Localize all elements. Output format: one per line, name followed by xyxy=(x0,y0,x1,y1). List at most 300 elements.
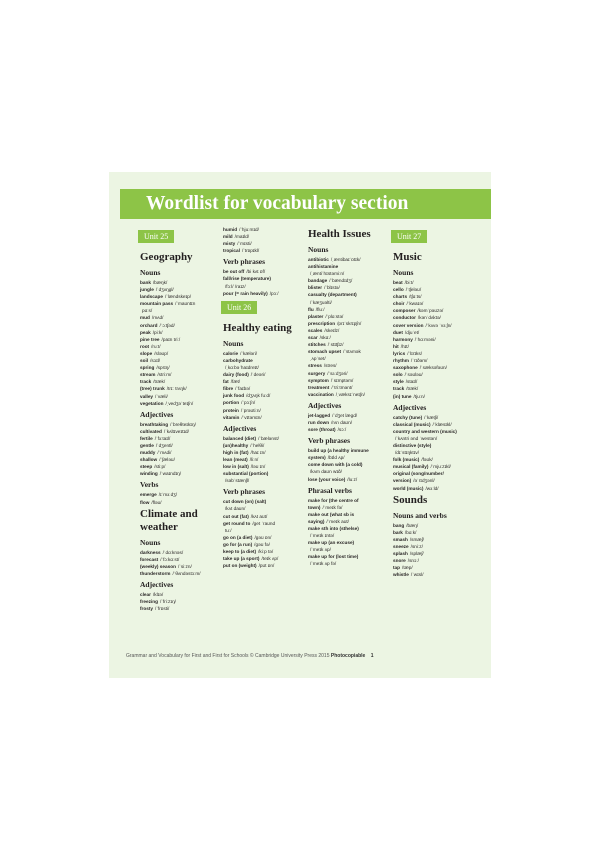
word-entry xyxy=(393,485,475,492)
footer-credit: Grammar and Vocabulary for First and First for Schools © Cambridge University Press 2015 xyxy=(126,653,330,659)
word-entry xyxy=(308,313,390,320)
word-entry xyxy=(140,470,222,477)
word-entry xyxy=(308,320,390,327)
word: gentle xyxy=(140,442,154,448)
phonetic: /rʌn daʊn/ xyxy=(331,419,352,425)
group-heading: Verbs xyxy=(140,480,159,490)
word-entry xyxy=(223,392,305,399)
word: splash xyxy=(393,551,408,556)
word-entry xyxy=(140,343,222,350)
section-heading: Sounds xyxy=(393,493,428,506)
word: conductor xyxy=(393,315,416,321)
word-entry xyxy=(223,541,305,548)
word-entry xyxy=(140,314,222,321)
word-entry xyxy=(223,505,305,512)
phonetic: /ˈmeɪk ʌp/ xyxy=(310,547,331,553)
phonetic: /bæŋ/ xyxy=(406,522,419,528)
phonetic: /ˈstʌmək xyxy=(343,349,361,355)
word: stress xyxy=(308,363,322,369)
word: treatment xyxy=(308,384,330,390)
word-entry xyxy=(393,279,475,286)
word-entry xyxy=(393,414,475,421)
word: get round to xyxy=(223,520,251,526)
phonetic: /skeɪlz/ xyxy=(324,327,340,333)
word: dairy (food) xyxy=(223,372,249,378)
phonetic: /ˈɔːtʃəd/ xyxy=(159,322,175,328)
word-entry xyxy=(393,322,475,329)
word-entry xyxy=(308,560,390,567)
column-3 xyxy=(308,226,390,568)
group-heading: Nouns xyxy=(308,245,329,254)
word-entry xyxy=(308,291,390,298)
word-entry xyxy=(223,240,305,247)
word-entry xyxy=(308,277,390,284)
word-entry xyxy=(223,527,305,534)
word: stitches xyxy=(308,342,326,348)
word: (weekly) season xyxy=(140,563,176,569)
word-entry xyxy=(140,491,222,498)
word: scales xyxy=(308,327,323,333)
word-entry xyxy=(223,435,305,442)
word: steep xyxy=(140,464,153,470)
word: harmony xyxy=(393,336,413,342)
word-list xyxy=(140,591,222,612)
word-entry xyxy=(223,268,305,275)
phonetic: /tæp/ xyxy=(402,565,413,571)
word: town) xyxy=(308,504,321,510)
word-entry xyxy=(308,384,390,391)
word: make sth into (sthelse) xyxy=(308,526,359,531)
phonetic: /ˈrɪðəm/ xyxy=(410,358,428,364)
group-heading: Verb phrases xyxy=(308,436,351,446)
word: humid xyxy=(223,227,238,232)
word-entry xyxy=(393,442,475,449)
word-entry xyxy=(393,557,475,564)
word: spring xyxy=(140,365,155,371)
word: go for (a run) xyxy=(223,541,253,547)
word-list xyxy=(308,412,390,433)
phonetic: /splæʃ/ xyxy=(409,551,424,556)
page-title: Wordlist for vocabulary section xyxy=(146,193,409,214)
word-entry xyxy=(223,371,305,378)
section-heading: Music xyxy=(393,251,422,263)
column-1 xyxy=(140,226,222,612)
word-entry xyxy=(308,412,390,419)
section-heading: Climate and weather xyxy=(140,507,198,533)
phonetic: /piːk/ xyxy=(152,329,163,335)
word: whistle xyxy=(393,572,409,578)
word: original (song/number/ xyxy=(393,471,444,477)
phonetic: /kʌt daʊn/ xyxy=(225,506,246,512)
phonetic: /gəʊ ɒn/ xyxy=(254,534,272,540)
word: classical (music) xyxy=(393,421,431,427)
column-4 xyxy=(393,226,475,578)
word: keep to (a diet) xyxy=(223,549,257,554)
word-entry xyxy=(140,293,222,300)
group-heading: Nouns xyxy=(140,537,161,547)
word: jet-lagged xyxy=(308,412,331,418)
word: world (music) xyxy=(393,485,424,491)
group-heading: Adjectives xyxy=(140,580,174,589)
word-entry xyxy=(223,247,305,254)
phonetic: /ˌvæksɪˈneɪʃn/ xyxy=(335,391,365,397)
phonetic: /ˈfaɪbə/ xyxy=(235,386,251,392)
word-list xyxy=(308,497,390,568)
word-entry xyxy=(140,371,222,378)
word-entry xyxy=(140,322,222,329)
phonetic: /ˈhelθi/ xyxy=(250,442,265,448)
unit-badge: Unit 25 xyxy=(138,230,174,243)
group-heading: Adjectives xyxy=(308,400,342,410)
word: (in) tune xyxy=(393,393,412,399)
word-entry xyxy=(308,419,390,426)
word-entry xyxy=(140,364,222,371)
word: run down xyxy=(308,419,330,425)
word-entry xyxy=(223,283,305,290)
word: breathtaking xyxy=(140,421,169,427)
word: make up (an excuse) xyxy=(308,540,355,546)
word-list xyxy=(393,522,475,579)
phonetic: /snɔː/ xyxy=(407,558,419,564)
phonetic: /fləʊ/ xyxy=(151,499,162,505)
phonetic: /ˈtriːtmənt/ xyxy=(331,384,353,390)
word-entry xyxy=(140,591,222,598)
word-entry xyxy=(308,454,390,461)
section-heading: Health Issues xyxy=(308,228,371,240)
word: build up (a healthy immune xyxy=(308,448,369,454)
word-entry xyxy=(393,364,475,371)
word-entry xyxy=(308,546,390,553)
word: cut down (on) (salt) xyxy=(223,499,267,505)
word-entry xyxy=(223,555,305,562)
word-entry xyxy=(393,543,475,550)
phonetic: /sprɪŋ/ xyxy=(156,365,170,371)
word-entry xyxy=(223,513,305,520)
word: lyrics xyxy=(393,350,406,356)
group-heading: Verb phrases xyxy=(223,487,266,497)
phonetic: /get ˈraʊnd xyxy=(252,520,276,526)
word: flow xyxy=(140,499,150,505)
phonetic: /ɪˈmɜːdʒ/ xyxy=(158,492,178,498)
word: fall/rise (temperature) xyxy=(223,276,271,282)
word-entry xyxy=(308,426,390,433)
group-heading: Adjectives xyxy=(223,423,257,433)
phonetic: /staɪl/ xyxy=(405,379,418,385)
word: track xyxy=(140,379,152,385)
phonetic: /pʊt ɒn/ xyxy=(258,563,275,569)
phonetic: /kʌm daʊn wɪð/ xyxy=(310,469,342,475)
word: substantial (portion) xyxy=(223,471,269,477)
word-entry xyxy=(140,329,222,336)
word: prescription xyxy=(308,320,336,326)
phonetic: /ˈkætʃi/ xyxy=(424,414,439,420)
phonetic: /ˈpɔːʃn/ xyxy=(241,400,256,406)
word: stream xyxy=(140,372,156,378)
word-entry xyxy=(393,336,475,343)
phonetic: /ˈtʃeləʊ/ xyxy=(405,287,422,293)
phonetic: /ləʊ ɪn/ xyxy=(250,464,266,470)
word-entry xyxy=(223,385,305,392)
phonetic: /ˈfɜːtaɪl/ xyxy=(154,435,171,441)
phonetic: /klɪə/ xyxy=(152,592,164,597)
word-entry xyxy=(393,329,475,336)
word: balanced (diet) xyxy=(223,435,257,441)
phonetic: /ˈfɔːkɑːst/ xyxy=(160,556,180,562)
word: winding xyxy=(140,471,158,477)
group-heading: Verb phrases xyxy=(223,257,266,267)
word-entry xyxy=(308,377,390,384)
unit-badge: Unit 26 xyxy=(221,301,257,314)
word-entry xyxy=(393,314,475,321)
word: bandage xyxy=(308,278,328,284)
word: carbohydrate xyxy=(223,357,253,363)
word: cello xyxy=(393,287,404,293)
phonetic: /paɪn triː/ xyxy=(161,336,181,342)
word: frosty xyxy=(140,606,154,612)
word: jungle xyxy=(140,287,154,293)
phonetic: /ˈdɑːknəs/ xyxy=(162,549,184,555)
word-entry xyxy=(140,549,222,556)
phonetic: /bi kʌt ɒf/ xyxy=(246,269,266,275)
word: peak xyxy=(140,329,151,335)
word: style xyxy=(393,379,404,385)
word: sneeze xyxy=(393,543,409,549)
word-entry xyxy=(140,456,222,463)
phonetic: /gəʊ fə/ xyxy=(254,541,270,547)
word: shallow xyxy=(140,457,158,463)
phonetic: /tjuːn/ xyxy=(413,393,425,399)
phonetic: /ˌæntiˈhɪstəmiːn/ xyxy=(310,271,345,277)
word: fertile xyxy=(140,435,153,441)
word-entry xyxy=(140,336,222,343)
word-entry xyxy=(140,300,222,307)
word-entry xyxy=(140,449,222,456)
word-entry xyxy=(308,447,390,454)
word: come down with (a cold) xyxy=(308,462,363,468)
phonetic: /tʃɑːts/ xyxy=(409,294,422,300)
word-entry xyxy=(140,286,222,293)
word: vitamin xyxy=(223,414,240,420)
phonetic: /ˈsiːzn/ xyxy=(177,563,192,569)
word-entry xyxy=(393,300,475,307)
phonetic: /ˈdʒentl/ xyxy=(155,442,173,448)
word: make up for (lost time) xyxy=(308,554,359,560)
word: bark xyxy=(393,529,403,535)
word-entry xyxy=(223,463,305,470)
word-entry xyxy=(393,463,475,470)
word: flu xyxy=(308,306,314,312)
word: distinctive (style) xyxy=(393,442,432,448)
word: fibre xyxy=(223,386,234,392)
word: muddy xyxy=(140,450,156,456)
word-entry xyxy=(393,456,475,463)
word: duet xyxy=(393,329,403,335)
word: lose (your voice) xyxy=(308,476,346,482)
phonetic: /ˈmeɪk ʌp fə/ xyxy=(310,561,337,567)
word: make for (the centre of xyxy=(308,497,359,503)
word: darkness xyxy=(140,549,161,555)
word-entry xyxy=(140,400,222,407)
phonetic: /træk/ xyxy=(406,386,419,392)
word-entry xyxy=(393,536,475,543)
word: junk food xyxy=(223,393,245,399)
phonetic: /ˈbælənst/ xyxy=(258,435,279,441)
word-entry xyxy=(140,499,222,506)
phonetic: /kənˈdʌktə/ xyxy=(417,315,441,321)
phonetic: /sləʊp/ xyxy=(154,350,169,356)
word: orchard xyxy=(140,322,158,328)
phonetic: /liːn/ xyxy=(249,456,259,462)
word: landscape xyxy=(140,294,163,300)
word-entry xyxy=(223,534,305,541)
word-entry xyxy=(393,529,475,536)
word: misty xyxy=(223,241,236,247)
word-entry xyxy=(308,256,390,263)
group-heading: Nouns xyxy=(140,268,161,277)
phonetic: /dʒʌŋk fuːd/ xyxy=(246,393,271,399)
word: forecast xyxy=(140,556,159,562)
word: surgery xyxy=(308,370,326,376)
phonetic: /ˈtrɒpɪkl/ xyxy=(241,248,260,254)
word-list xyxy=(223,226,305,254)
word: symptom xyxy=(308,377,329,383)
word-entry xyxy=(393,522,475,529)
phonetic: /ˈdʒʌŋgl/ xyxy=(155,287,174,293)
word-entry xyxy=(393,385,475,392)
word-list xyxy=(223,350,305,421)
word: soil xyxy=(140,358,149,364)
word-entry xyxy=(223,548,305,555)
word-entry xyxy=(140,442,222,449)
phonetic: /ˈdeəri/ xyxy=(250,372,266,378)
phonetic: /træk/ xyxy=(153,379,166,385)
phonetic: /stiːp/ xyxy=(154,464,166,470)
phonetic: /ˈklæsɪkl/ xyxy=(432,421,452,427)
phonetic: /səbˈstænʃl/ xyxy=(225,478,250,484)
word-entry xyxy=(393,477,475,484)
word: charts xyxy=(393,294,408,300)
word: freezing xyxy=(140,599,158,605)
word: cut out (fat) xyxy=(223,513,249,519)
phonetic: /bɑːk/ xyxy=(404,529,417,535)
word-entry xyxy=(140,385,222,392)
word: slope xyxy=(140,350,153,356)
word-entry xyxy=(140,378,222,385)
phonetic: /ˈprəʊtiːn/ xyxy=(240,407,261,413)
word-entry xyxy=(140,605,222,612)
word-entry xyxy=(223,399,305,406)
phonetic: /ˈvɪtəmɪn/ xyxy=(241,414,262,420)
word-entry xyxy=(140,563,222,570)
phonetic: /ˈsɪmptəm/ xyxy=(330,377,354,383)
word-entry xyxy=(223,414,305,421)
phonetic: tuː/ xyxy=(225,527,232,533)
word-entry xyxy=(223,456,305,463)
phonetic: /luːz/ xyxy=(347,476,358,482)
word: rhythm xyxy=(393,358,409,364)
word-entry xyxy=(393,293,475,300)
word-entry xyxy=(223,449,305,456)
phonetic: /ˈmeɪk ɪntə/ xyxy=(310,533,335,539)
word: (un)healthy xyxy=(223,442,249,448)
word: cover version xyxy=(393,322,424,328)
word: plaster xyxy=(308,313,324,319)
phonetic: /ˈwaɪndɪŋ/ xyxy=(159,471,182,477)
word: musical (family) xyxy=(393,464,429,470)
word: antihistamine xyxy=(308,264,339,270)
word: snore xyxy=(393,558,406,564)
word-entry xyxy=(393,435,475,442)
phonetic: /ˈmjuːzɪkl/ xyxy=(430,464,451,470)
word-entry xyxy=(308,504,390,511)
word-entry xyxy=(308,334,390,341)
word-entry xyxy=(308,270,390,277)
word-entry xyxy=(223,498,305,505)
phonetic: /fluː/ xyxy=(315,306,325,312)
phonetic: /ˈstɪtʃɪz/ xyxy=(327,342,344,348)
phonetic: /djuˈet/ xyxy=(404,329,420,335)
word: clear xyxy=(140,592,151,597)
phonetic: /ˈmeɪk aʊt/ xyxy=(326,518,349,524)
phonetic: /ˈmɪsti/ xyxy=(237,241,252,247)
word: go on (a diet) xyxy=(223,534,253,540)
word: emerge xyxy=(140,492,157,498)
section-heading: Geography xyxy=(140,251,193,263)
word-list xyxy=(140,549,222,577)
word-entry xyxy=(223,290,305,297)
word-entry xyxy=(393,421,475,428)
group-heading: Phrasal verbs xyxy=(308,485,352,495)
word-entry xyxy=(223,520,305,527)
word-entry xyxy=(308,341,390,348)
word-entry xyxy=(308,476,390,483)
word-entry xyxy=(223,233,305,240)
phonetic: /wɜːld/ xyxy=(425,485,439,491)
word: fat xyxy=(223,379,229,385)
page-number: 1 xyxy=(370,653,374,659)
phonetic: /skɑː/ xyxy=(319,335,331,341)
word: beat xyxy=(393,280,403,285)
word-entry xyxy=(393,350,475,357)
word-entry xyxy=(308,497,390,504)
word-entry xyxy=(308,355,390,362)
phonetic: /pɔː/ xyxy=(269,290,279,296)
word-entry xyxy=(223,350,305,357)
column-2 xyxy=(223,226,305,569)
word: system) xyxy=(308,455,326,461)
word: low in (salt) xyxy=(223,464,249,470)
word-entry xyxy=(140,421,222,428)
word: lean (meat) xyxy=(223,456,248,462)
word: folk (music) xyxy=(393,457,420,463)
phonetic: /fɔːl/ /raɪz/ xyxy=(225,283,246,289)
word-entry xyxy=(223,357,305,364)
phonetic: /fæt/ xyxy=(230,379,241,385)
word: pine tree xyxy=(140,336,160,342)
footer-photocopiable: Photocopiable xyxy=(330,653,366,659)
word-entry xyxy=(308,391,390,398)
word-entry xyxy=(140,357,222,364)
word-entry xyxy=(308,511,390,518)
phonetic: /bɪld ʌp/ xyxy=(327,455,345,461)
word: thunderstorm xyxy=(140,570,171,576)
word-entry xyxy=(393,550,475,557)
word: put on (weight) xyxy=(223,563,257,569)
word-entry xyxy=(393,371,475,378)
word: cultivated xyxy=(140,428,162,434)
word: bang xyxy=(393,522,405,528)
phonetic: /ˈkæləri/ xyxy=(240,350,258,356)
